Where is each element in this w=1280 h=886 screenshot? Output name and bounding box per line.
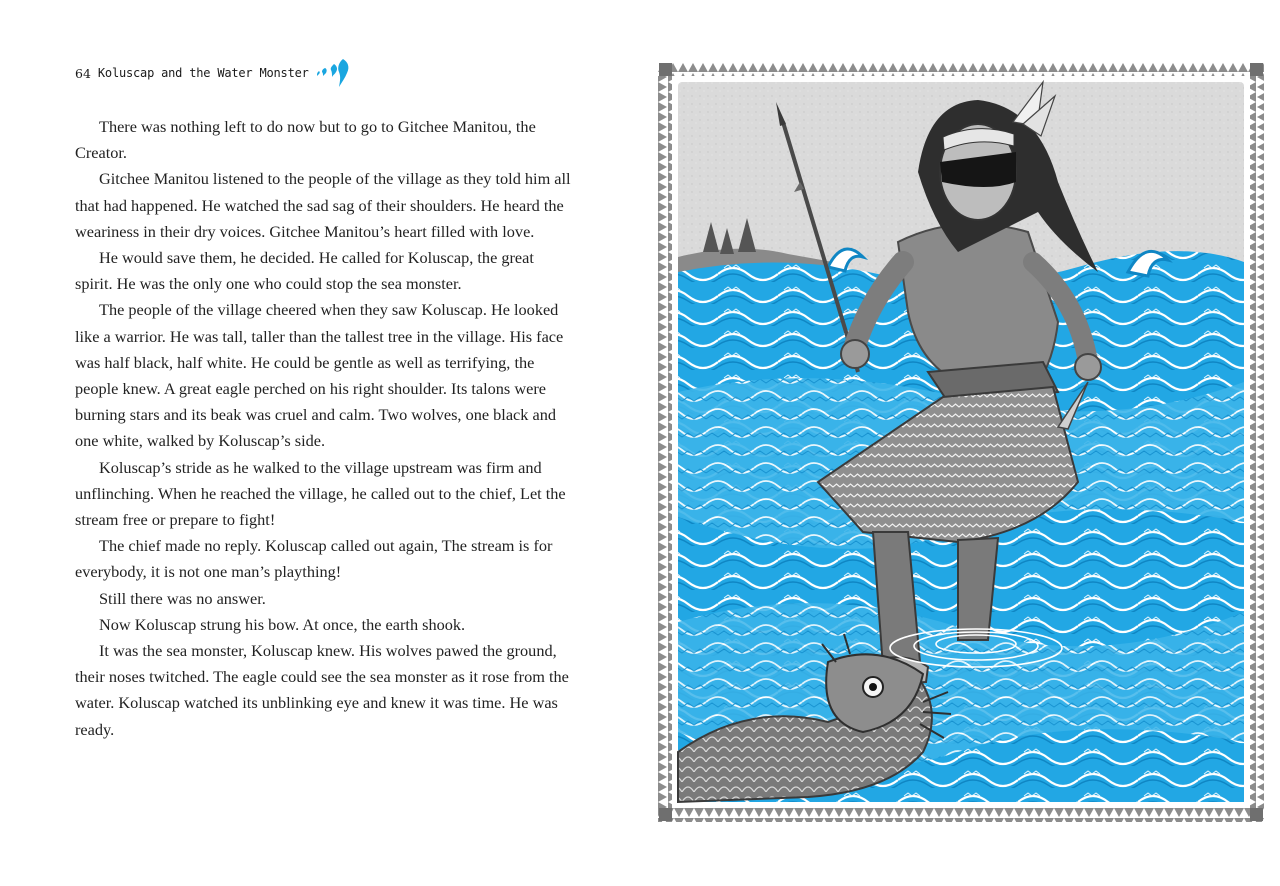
paragraph: Now Koluscap strung his bow. At once, the earth shook. (99, 614, 466, 634)
running-head (75, 58, 351, 88)
paragraph: Still there was no answer. (99, 588, 266, 608)
paragraph: He would save them, he decided. He called for Koluscap, the great spirit. He was the only one who could stop the sea monster. (75, 248, 534, 294)
paragraph: The people of the village cheered when they saw Koluscap. He looked like a warrior. He was tall, taller than the tallest tree in the village. His face was half black, half white. He could be gentle as well as terrifying, the people knew. A great eagle perched on his right shoulder. Its talons were burning stars and its beak was cruel and calm. Two wolves, one black and one white, walked by Koluscap’s side. (75, 300, 564, 451)
paragraph: Gitchee Manitou listened to the people of the village as they told him all that had happened. He watched the sad sag of their shoulders. He heard the weariness in their dry voices. Gitchee Manitou’s heart filled with love. (75, 169, 571, 241)
story-text (75, 114, 575, 743)
paragraph: There was nothing left to do now but to go to Gitchee Manitou, the Creator. (75, 117, 536, 163)
water-drops-icon (317, 58, 351, 88)
left-page (0, 0, 620, 886)
page-number: 64 (75, 65, 91, 81)
running-title: Koluscap and the Water Monster (97, 66, 309, 80)
paragraph: Koluscap’s stride as he walked to the village upstream was firm and unflinching. When he reached the village, he called out to the chief, Let the stream free or prepare to fight! (75, 457, 566, 530)
paragraph: It was the sea monster, Koluscap knew. His wolves pawed the ground, their noses twitched. The eagle could see the sea monster as it rose from the water. Koluscap watched its unblinking eye and knew it was time. He was ready. (75, 641, 569, 739)
illustration-page (658, 62, 1264, 822)
illustration (658, 62, 1264, 822)
paragraph: The chief made no reply. Koluscap called out again, The stream is for everybody, it is not one man’s plaything! (75, 536, 553, 582)
